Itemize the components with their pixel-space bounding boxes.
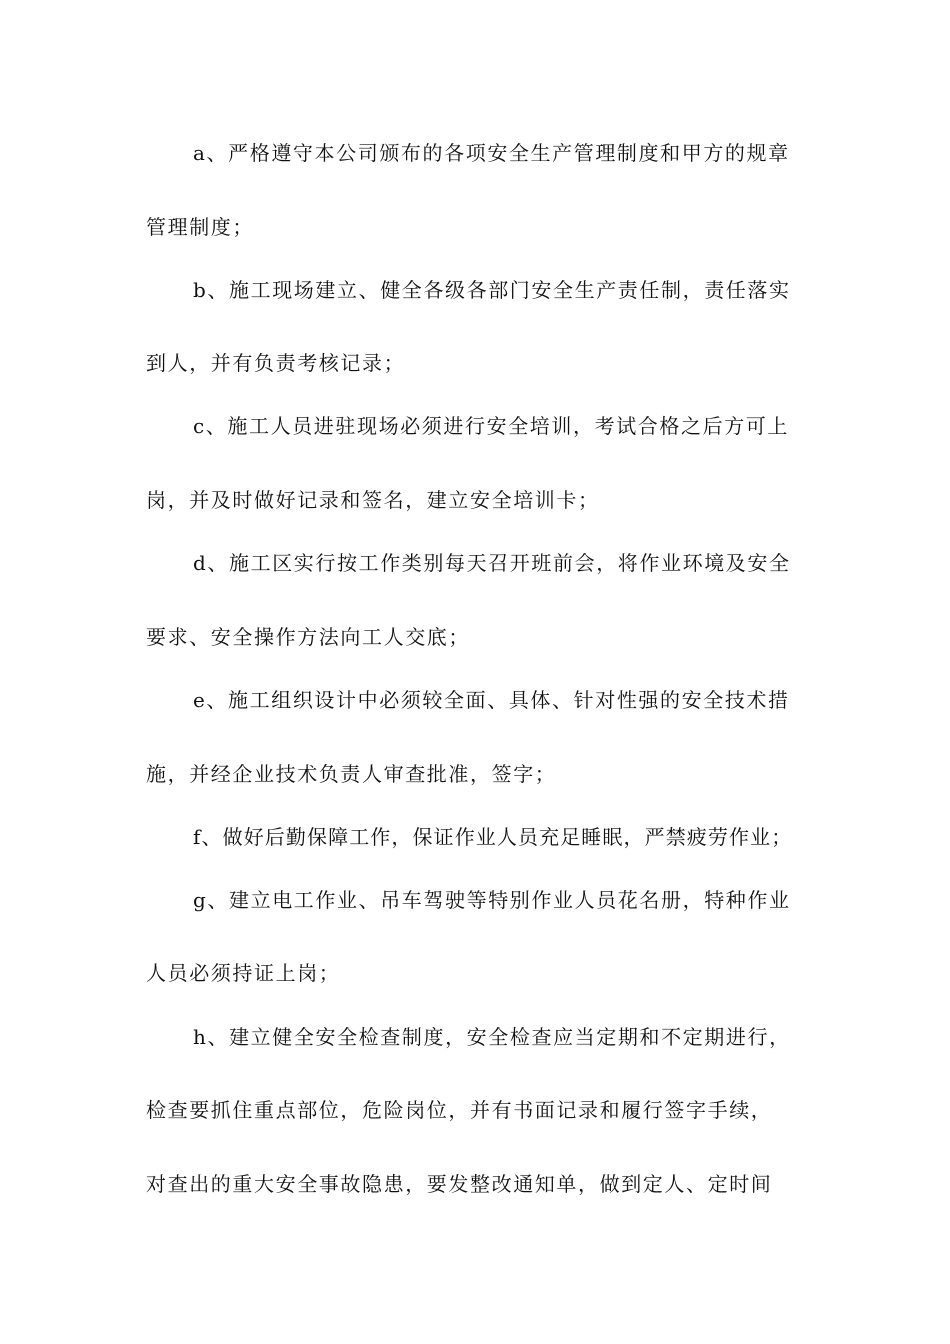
paragraph-h-line-2: 检查要抓住重点部位，危险岗位，并有书面记录和履行签字手续， [146,1098,773,1122]
paragraph-a-line-1: a、严格遵守本公司颁布的各项安全生产管理制度和甲方的规章 [193,141,790,165]
paragraph-d-line-1: d、施工区实行按工作类别每天召开班前会，将作业环境及安全 [193,551,791,575]
paragraph-c-line-1: c、施工人员进驻现场必须进行安全培训，考试合格之后方可上 [193,414,790,438]
paragraph-d-line-2: 要求、安全操作方法向工人交底； [146,625,470,649]
paragraph-b-line-1: b、施工现场建立、健全各级各部门安全生产责任制，责任落实 [193,278,791,302]
paragraph-g-line-2: 人员必须持证上岗； [146,961,341,985]
paragraph-a-line-2: 管理制度； [146,215,254,239]
paragraph-b-line-2: 到人，并有负责考核记录； [146,351,406,375]
paragraph-e-line-2: 施，并经企业技术负责人审查批准，签字； [146,762,557,786]
paragraph-h-line-3: 对查出的重大安全事故隐患，要发整改通知单，做到定人、定时间 [146,1172,773,1196]
paragraph-c-line-2: 岗，并及时做好记录和签名，建立安全培训卡； [146,488,600,512]
paragraph-f-line-1: f、做好后勤保障工作，保证作业人员充足睡眠，严禁疲劳作业； [193,825,793,849]
paragraph-e-line-1: e、施工组织设计中必须较全面、具体、针对性强的安全技术措 [193,688,790,712]
paragraph-h-line-1: h、建立健全安全检查制度，安全检查应当定期和不定期进行， [193,1025,791,1049]
paragraph-g-line-1: g、建立电工作业、吊车驾驶等特别作业人员花名册，特种作业 [193,888,791,912]
